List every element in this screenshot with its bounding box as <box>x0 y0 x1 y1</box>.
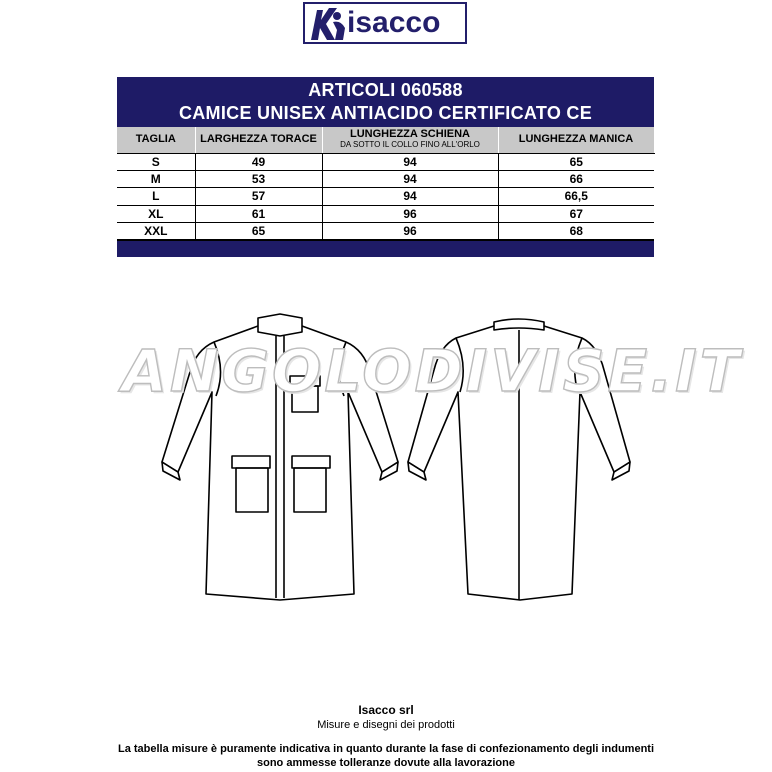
logo-wordmark: isacco <box>347 6 441 39</box>
column-header: LARGHEZZA TORACE <box>195 127 322 153</box>
size-cell: S <box>117 153 195 170</box>
table-row <box>117 223 654 240</box>
sleeve-cell: 68 <box>498 223 654 240</box>
size-cell: XXL <box>117 223 195 240</box>
chest-cell: 57 <box>195 188 322 205</box>
company-subline: Misure e disegni dei prodotti <box>317 719 455 731</box>
size-chart <box>117 77 654 257</box>
size-cell: L <box>117 188 195 205</box>
table-header-row <box>117 127 654 153</box>
back-length-cell: 96 <box>322 205 498 222</box>
table-footer-band <box>117 240 654 257</box>
sleeve-cell: 66,5 <box>498 188 654 205</box>
column-header: LUNGHEZZA MANICA <box>498 127 654 153</box>
back-length-cell: 96 <box>322 223 498 240</box>
sleeve-cell: 65 <box>498 153 654 170</box>
table-row <box>117 188 654 205</box>
brand-logo <box>303 2 467 44</box>
article-code: ARTICOLI 060588 <box>308 80 463 100</box>
table-row <box>117 170 654 187</box>
company-name: Isacco srl <box>358 703 414 717</box>
column-header: LUNGHEZZA SCHIENA DA SOTTO IL COLLO FINO ALL'ORLO <box>322 127 498 153</box>
logo-figure-icon <box>307 4 351 42</box>
title-band <box>117 77 654 127</box>
disclaimer <box>0 742 772 770</box>
sleeve-cell: 66 <box>498 170 654 187</box>
chest-cell: 65 <box>195 223 322 240</box>
table-row <box>117 205 654 222</box>
chest-cell: 61 <box>195 205 322 222</box>
disclaimer-line: sono ammesse tolleranze dovute alla lavorazione <box>257 757 515 769</box>
back-length-cell: 94 <box>322 153 498 170</box>
table-row <box>117 153 654 170</box>
size-cell: XL <box>117 205 195 222</box>
column-header: TAGLIA <box>117 127 195 153</box>
product-name: CAMICE UNISEX ANTIACIDO CERTIFICATO CE <box>178 103 593 123</box>
sleeve-cell: 67 <box>498 205 654 222</box>
watermark: ANGOLODIVISE.IT <box>122 337 743 405</box>
disclaimer-line: La tabella misure è puramente indicativa in quanto durante la fase di confezionamento degli indumenti <box>117 743 655 755</box>
chest-cell: 53 <box>195 170 322 187</box>
back-length-cell: 94 <box>322 188 498 205</box>
back-length-cell: 94 <box>322 170 498 187</box>
size-cell: M <box>117 170 195 187</box>
chest-cell: 49 <box>195 153 322 170</box>
size-table <box>117 127 655 240</box>
